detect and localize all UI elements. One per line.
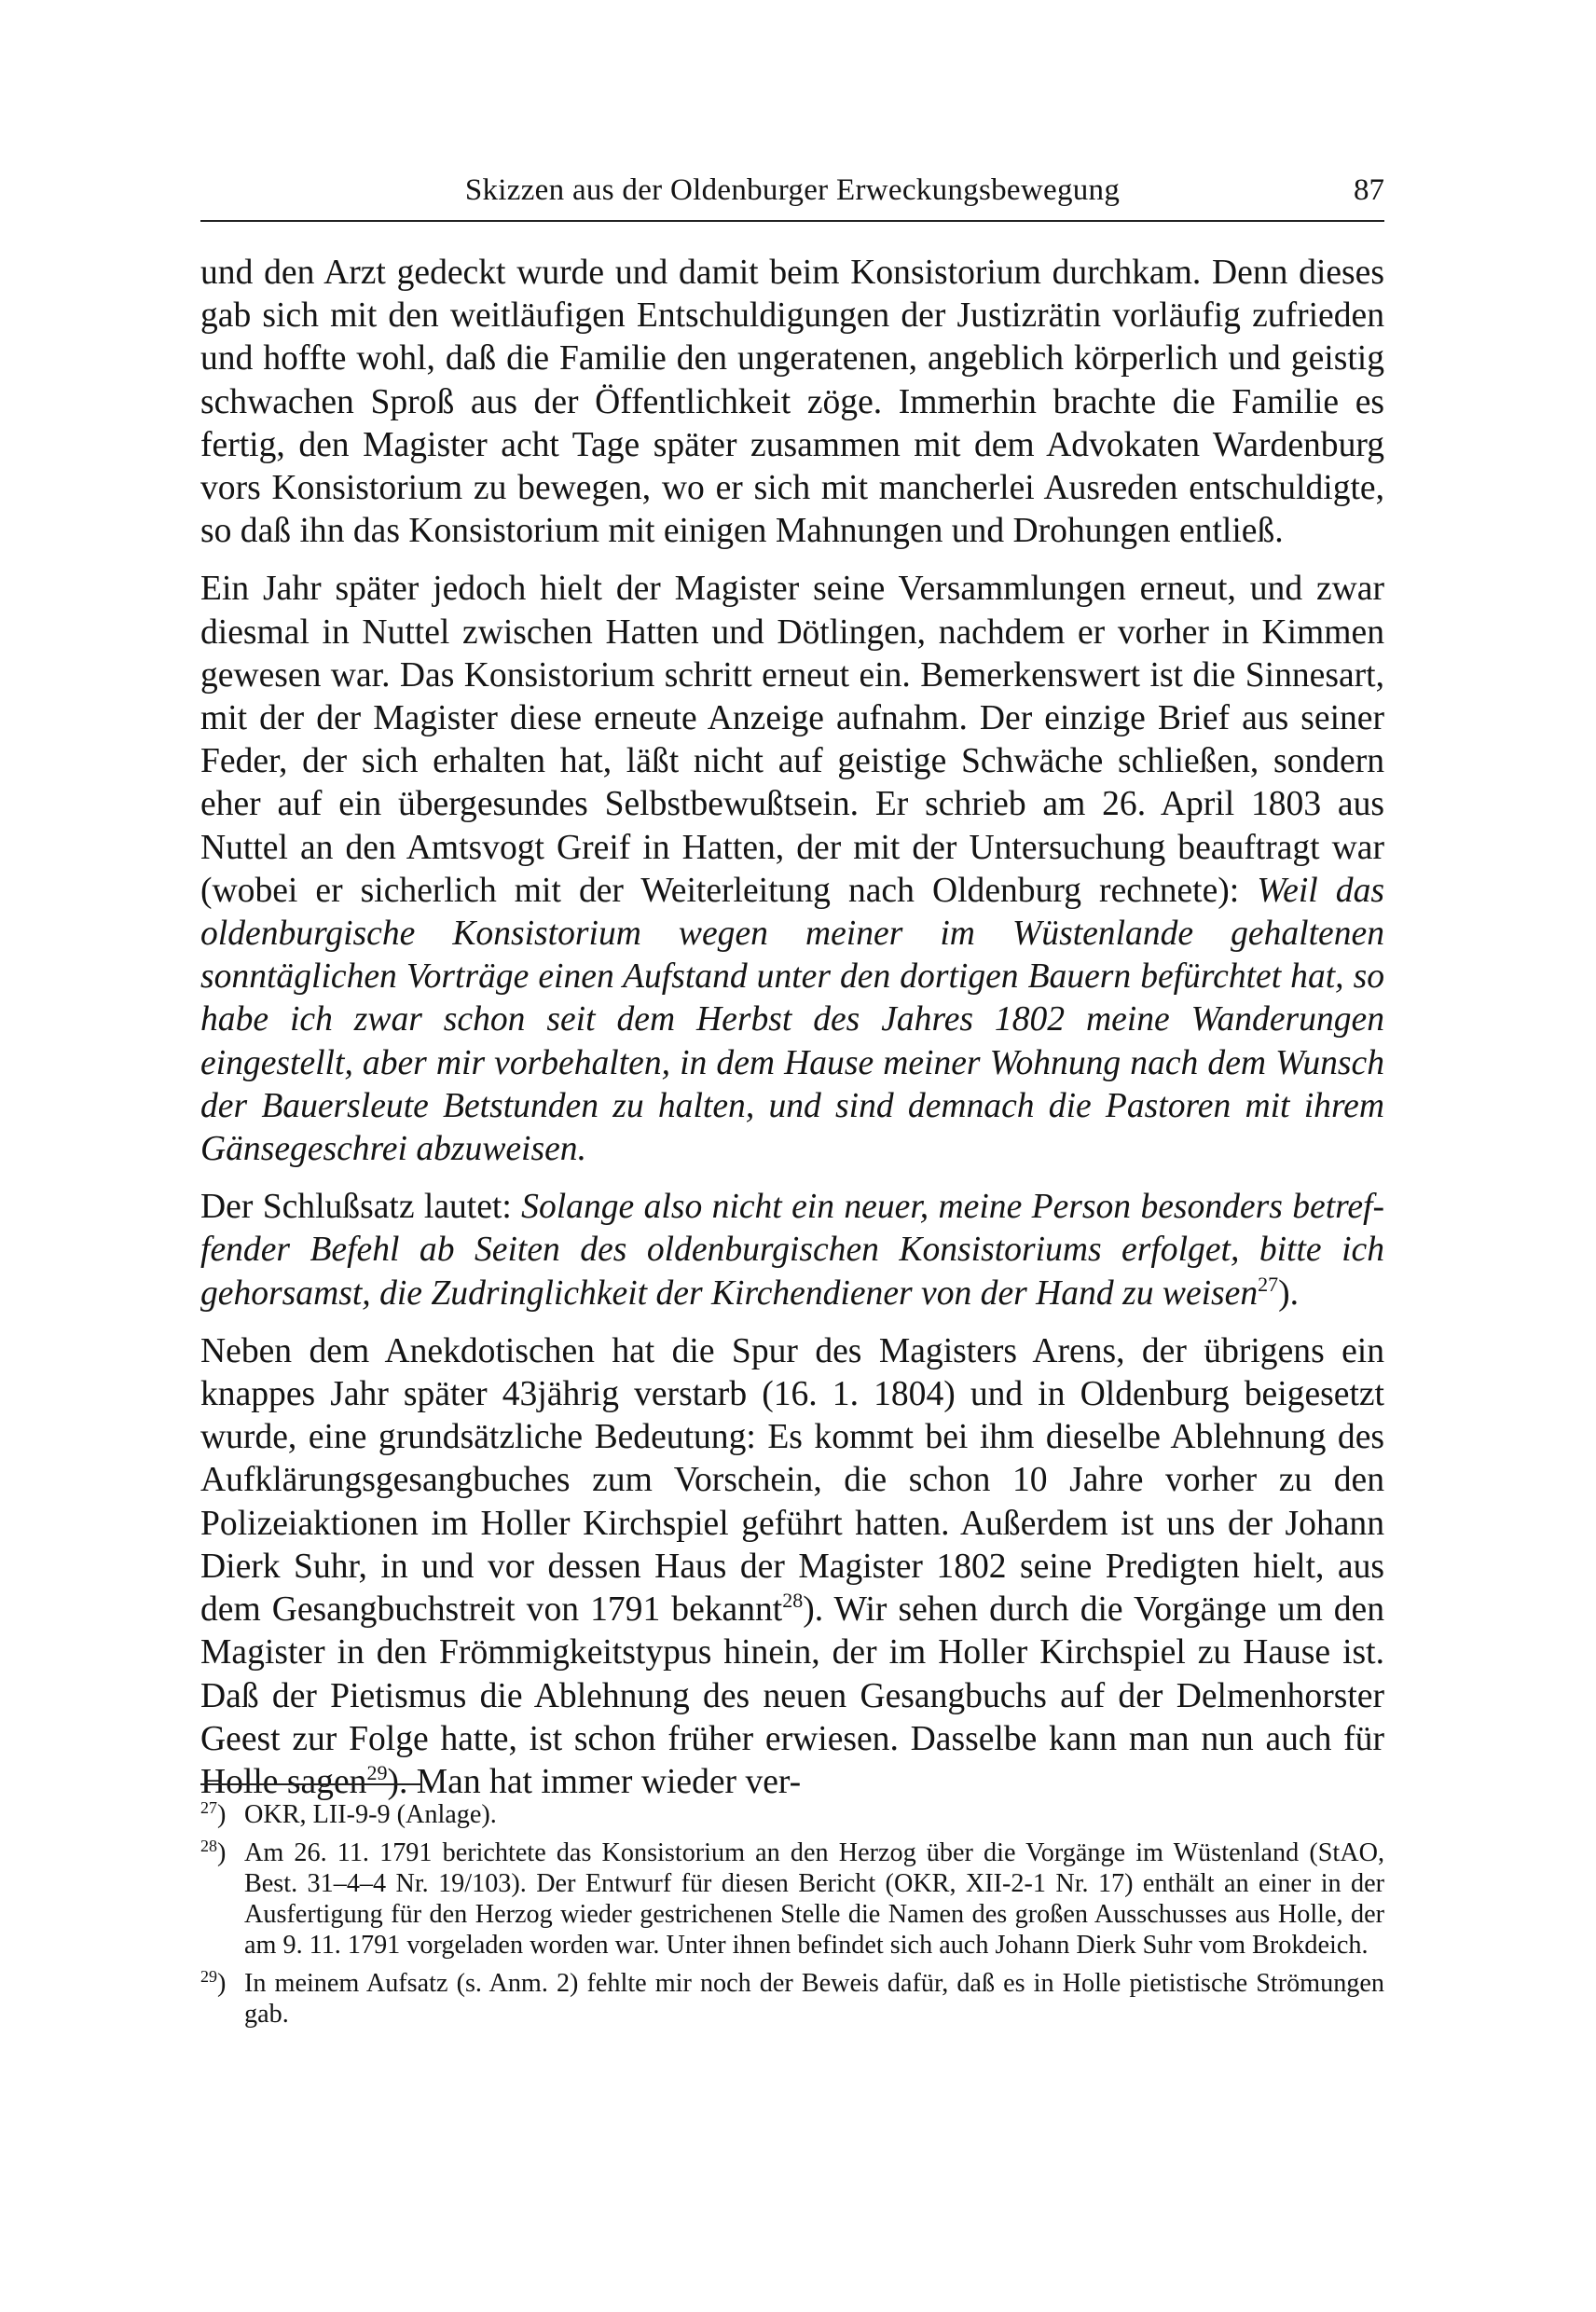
footnote-28: $^{28}$) Am 26. 11. 1791 berichtete das Konsistorium an den Herzog über die Vorgänge im Wüstenland (StAO, Best. 31–4–4 Nr. 19/103). Der Entwurf für diesen Bericht (OKR, XII-2-1 Nr. 17) enthält an einer in der Ausfertigung für den Herzog wieder gestrichenen Stelle die Namen des großen Ausschusses aus Holle, der am 9. 11. 1791 vorgeladen worden war. Unter ihnen befindet sich auch Johann Dierk Suhr vom Brokdeich. bbox=[200, 1837, 1384, 1960]
footnote-number: 28 bbox=[200, 1837, 217, 1855]
main-text bbox=[200, 252, 1384, 1819]
footnote-number: 27 bbox=[200, 1798, 217, 1817]
paragraph-2 bbox=[200, 568, 1384, 1171]
footnote-number: 29 bbox=[200, 1967, 217, 1986]
footnote-ref-29: 29 bbox=[366, 1760, 388, 1784]
footnote-27: $^{27}$) OKR, LII-9-9 (Anlage). bbox=[200, 1798, 497, 1829]
letter-quote: Weil das oldenburgische Konsistorium wegen meiner im Wüstenlande gehaltenen sonntäglichen Vorträge einen Aufstand unter den dortigen Bauern befürchtet hat, so habe ich zwar schon seit dem Herbst des Jahres 1802 meine Wanderungen eingestellt, aber mir vorbehalten, in dem Hause meiner Wohnung nach dem Wunsch der Bauersleute Betstunden zu halten, und sind demnach die Pastoren mit ihrem Gänsegeschrei abzuweisen. bbox=[200, 871, 1384, 1169]
paragraph-4 bbox=[200, 1330, 1384, 1804]
paragraph-tail: ). Wir sehen durch die Vorgänge um den Magister in den Frömmigkeitstypus hinein, der im Holler Kirchspiel zu Hause ist. Daß der Pietismus die Ablehnung des neuen Gesangbuchs auf der Delmenhorster Geest zur Folge hatte, ist schon früher erwiesen. Dasselbe kann man nun auch für Holle sagen bbox=[200, 1590, 1384, 1801]
footnote-text: OKR, LII-9-9 (Anlage). bbox=[244, 1800, 497, 1829]
footnote-separator bbox=[200, 1783, 422, 1785]
paragraph-text: Ein Jahr später jedoch hielt der Magister seine Versammlungen erneut, und zwar diesmal in Nuttel zwischen Hatten und Dötlingen, nachdem er vorher in Kimmen gewesen war. Das Konsistorium schritt erneut ein. Bemerkenswert ist die Sinnesart, mit der der Magister diese erneute Anzeige aufnahm. Der einzige Brief aus seiner Feder, der sich erhalten hat, läßt nicht auf geistige Schwäche schließen, sondern eher auf ein übergesundes Selbstbewußtsein. Er schrieb am 26. April 1803 aus Nuttel an den Amtsvogt Greif in Hatten, der mit der Untersuchung beauftragt war (wobei er sicherlich mit der Weiterleitung nach Oldenburg rechnete): bbox=[200, 570, 1384, 910]
footnote-text: Am 26. 11. 1791 berichtete das Konsistorium an den Herzog über die Vorgänge im Wüstenland (StAO, Best. 31–4–4 Nr. 19/103). Der Entwurf für diesen Bericht (OKR, XII-2-1 Nr. 17) enthält an einer in der Ausfertigung für den Herzog wieder gestrichenen Stelle die Namen des großen Ausschusses aus Holle, der am 9. 11. 1791 vorgeladen worden war. Unter ihnen befindet sich auch Johann Dierk Suhr vom Brokdeich. bbox=[244, 1838, 1384, 1960]
paragraph-tail: ). Man hat immer wieder ver- bbox=[387, 1762, 802, 1801]
footnote-text: In meinem Aufsatz (s. Anm. 2) fehlte mir noch der Beweis dafür, daß es in Holle pietistische Strömungen gab. bbox=[244, 1969, 1384, 2029]
paragraph-text: Der Schlußsatz lautet: bbox=[200, 1188, 522, 1227]
paragraph-1 bbox=[200, 252, 1384, 553]
paragraph-text: und den Arzt gedeckt wurde und damit beim Konsistorium durchkam. Denn dieses gab sich mit den weitläufigen Entschuldigungen der Justizrätin vorläufig zufrieden und hoffte wohl, daß die Familie den ungeratenen, angeblich körperlich und geistig schwachen Sproß aus der Öffentlichkeit zöge. Immerhin brachte die Familie es fertig, den Magister acht Tage später zusammen mit dem Advokaten Wardenburg vors Konsistorium zu bewegen, wo er sich mit mancherlei Ausreden entschuldigte, so daß ihn das Konsistorium mit einigen Mahnungen und Drohungen entließ. bbox=[200, 254, 1384, 551]
footnote-ref-27: 27 bbox=[1258, 1272, 1279, 1296]
running-title: Skizzen aus der Oldenburger Erweckungsbewegung bbox=[464, 173, 1121, 207]
closing-sentence-quote: Solange also nicht ein neuer, meine Person besonders betreffender Befehl ab Seiten des oldenburgischen Konsistoriums erfolget, bitte ich gehorsamst, die Zudringlichkeit der Kirchendiener von der Hand zu weisen bbox=[200, 1188, 1384, 1313]
page-number: 87 bbox=[1354, 173, 1384, 207]
paragraph-3 bbox=[200, 1186, 1384, 1315]
footnotes bbox=[200, 1799, 1384, 2037]
footnote-ref-28: 28 bbox=[782, 1589, 804, 1613]
paragraph-text: Neben dem Anekdotischen hat die Spur des Magisters Arens, der übrigens ein knappes Jahr später 43jährig verstarb (16. 1. 1804) und in Oldenburg beigesetzt wurde, eine grundsätzliche Bedeutung: Es kommt bei ihm dieselbe Ablehnung des Aufklärungsgesangbuches zum Vorschein, die schon 10 Jahre vorher zu den Polizeiaktionen im Holler Kirchspiel geführt hatten. Außerdem ist uns der Johann Dierk Suhr, in und vor dessen Haus der Magister 1802 seine Predigten hielt, aus dem Gesangbuchstreit von 1791 bekannt bbox=[200, 1331, 1384, 1630]
footnote-29: $^{29}$) In meinem Aufsatz (s. Anm. 2) fehlte mir noch der Beweis dafür, daß es in Holle pietistische Strömungen gab. bbox=[200, 1967, 1384, 2029]
paragraph-tail: ). bbox=[1278, 1273, 1300, 1313]
running-header bbox=[200, 173, 1384, 222]
